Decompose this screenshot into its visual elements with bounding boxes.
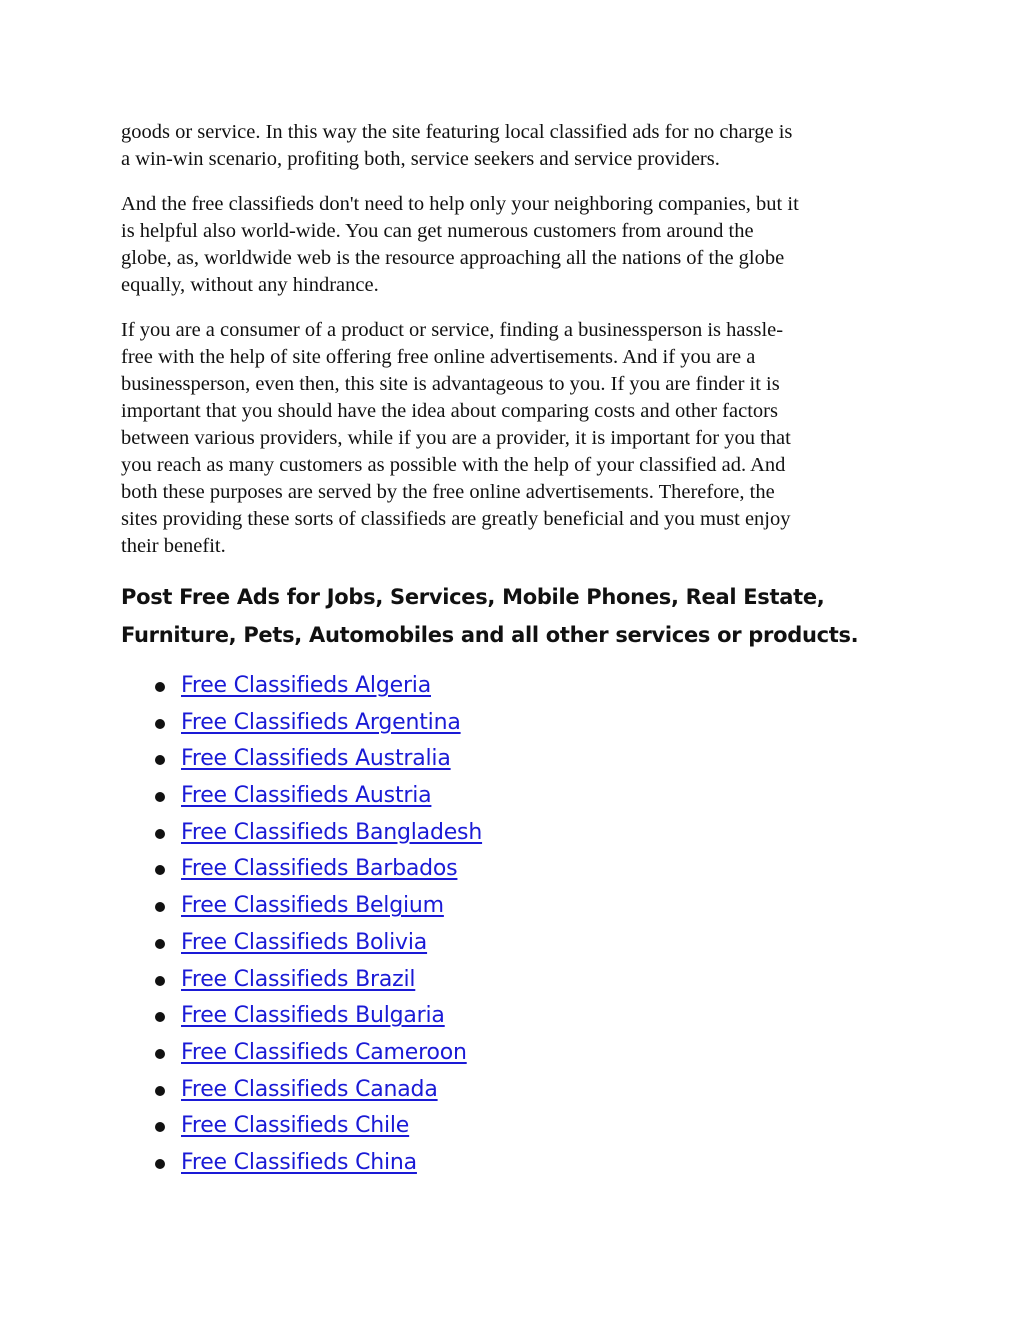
link-chile[interactable]: Free Classifieds Chile <box>181 1113 410 1139</box>
link-brazil[interactable]: Free Classifieds Brazil <box>181 966 416 992</box>
link-bolivia[interactable]: Free Classifieds Bolivia <box>181 929 428 955</box>
link-belgium[interactable]: Free Classifieds Belgium <box>181 893 444 919</box>
list-item <box>121 1037 901 1074</box>
link-china[interactable]: Free Classifieds China <box>181 1149 417 1175</box>
bullet-icon <box>155 1159 165 1169</box>
section-heading: Post Free Ads for Jobs, Services, Mobile Phones, Real Estate, Furniture, Pets, Automobiles and all other services or products. <box>121 585 859 647</box>
list-item <box>121 670 901 707</box>
classifieds-link-list <box>121 670 901 1184</box>
paragraph-worldwide: And the free classifieds don't need to help only your neighboring companies, but it is helpful also world-wide. You can get numerous customers from around the globe, as, worldwide web is the resource approaching all the nations of the globe equally, without any hindrance. <box>121 193 799 296</box>
bullet-icon <box>155 755 165 765</box>
bullet-icon <box>155 865 165 875</box>
link-bangladesh[interactable]: Free Classifieds Bangladesh <box>181 819 483 845</box>
link-barbados[interactable]: Free Classifieds Barbados <box>181 856 458 882</box>
bullet-icon <box>155 1012 165 1022</box>
list-item <box>121 780 901 817</box>
link-austria[interactable]: Free Classifieds Austria <box>181 783 432 809</box>
list-item <box>121 1147 901 1184</box>
list-item <box>121 817 901 854</box>
link-bulgaria[interactable]: Free Classifieds Bulgaria <box>181 1003 445 1029</box>
bullet-icon <box>155 1122 165 1132</box>
bullet-icon <box>155 939 165 949</box>
list-item <box>121 1000 901 1037</box>
link-cameroon[interactable]: Free Classifieds Cameroon <box>181 1039 467 1065</box>
bullet-icon <box>155 1049 165 1059</box>
bullet-icon <box>155 792 165 802</box>
list-item <box>121 743 901 780</box>
paragraph-consumer: If you are a consumer of a product or service, finding a businessperson is hassle- free with the help of site offering free online advertisements. And if you are a businessperson, even then, this site is advantageous to you. If you are finder it is important that you should have the idea about comparing costs and other factors between various providers, while if you are a provider, it is important for you that you reach as many customers as possible with the help of your classified ad. And both these purposes are served by the free online advertisements. Therefore, the sites providing these sorts of classifieds are greatly beneficial and you must enjoy their benefit. <box>121 319 791 557</box>
bullet-icon <box>155 1086 165 1096</box>
bullet-icon <box>155 719 165 729</box>
bullet-icon <box>155 976 165 986</box>
link-algeria[interactable]: Free Classifieds Algeria <box>181 673 431 698</box>
list-item <box>121 853 901 890</box>
bullet-icon <box>155 902 165 912</box>
list-item <box>121 707 901 744</box>
bullet-icon <box>155 829 165 839</box>
link-australia[interactable]: Free Classifieds Australia <box>181 746 451 772</box>
link-canada[interactable]: Free Classifieds Canada <box>181 1076 438 1102</box>
list-item <box>121 1110 901 1147</box>
list-item <box>121 890 901 927</box>
list-item <box>121 964 901 1001</box>
list-item <box>121 1074 901 1111</box>
link-argentina[interactable]: Free Classifieds Argentina <box>181 709 461 735</box>
paragraph-intro: goods or service. In this way the site featuring local classified ads for no charge is a win-win scenario, profiting both, service seekers and service providers. <box>121 121 793 170</box>
bullet-icon <box>155 682 165 692</box>
list-item <box>121 927 901 964</box>
document-page <box>121 119 901 1184</box>
